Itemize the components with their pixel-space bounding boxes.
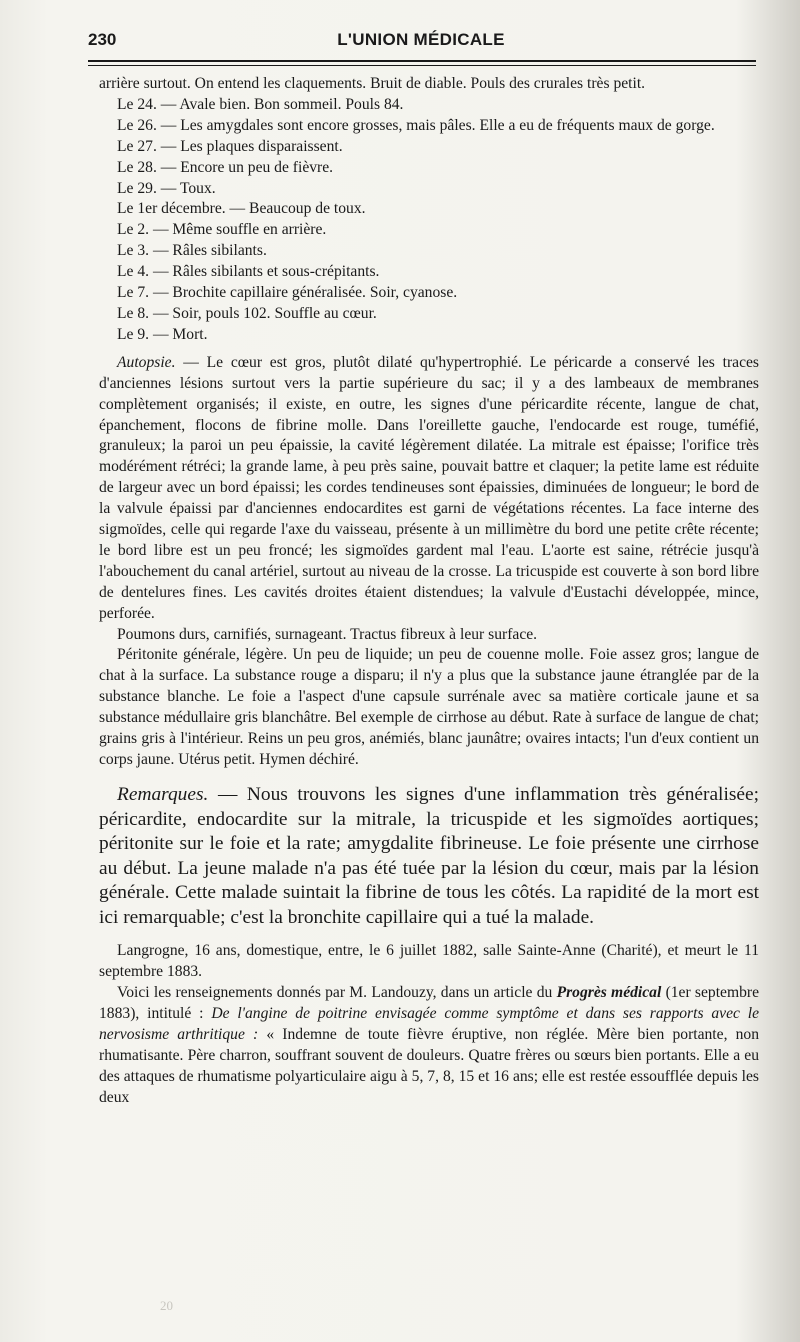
- case-day-dec-2: Le 2. — Même souffle en arrière.: [117, 221, 327, 239]
- case-day-27: Le 27. — Les plaques disparaissent.: [117, 137, 343, 155]
- case-day-dec-3: Le 3. — Râles sibilants.: [117, 242, 267, 260]
- lungs-paragraph: Poumons durs, carnifiés, surnageant. Tractus fibreux à leur surface.: [117, 625, 538, 643]
- case-log-intro: arrière surtout. On entend les claquements. Bruit de diable. Pouls des crurales très petit.: [99, 75, 646, 92]
- remarks-text: — Nous trouvons les signes d'une inflammation très généralisée; péricardite, endocardite sur la mitrale, la tricuspide et les sigmoïdes aortiques; péritonite sur le foie et la rate; amygdalite fibrineuse. Le foie présente une cirrhose au début. La jeune malade n'a pas été tuée par la lésion du cœur, mais par la lésion générale. Cette malade suintait la fibrine de tous les côtés. La rapidité de la mort est ici remarquable; c'est la bronchite capillaire qui a tué la malade.: [99, 783, 759, 928]
- history-date: (1er septembre 1883), intitulé :: [99, 984, 759, 1023]
- case-day-dec-7: Le 7. — Brochite capillaire généralisée. Soir, cyanose.: [117, 284, 458, 302]
- remarks-label: Remarques.: [117, 783, 209, 805]
- autopsy-paragraph: [99, 353, 759, 625]
- article-title: De l'angine de poitrine envisagée comme symptôme et dans ses rapports avec le nervosisme arthritique :: [99, 1005, 760, 1044]
- case-day-dec-9: Le 9. — Mort.: [117, 325, 208, 343]
- header-rule-thick: [88, 60, 756, 62]
- case-day-dec-8: Le 8. — Soir, pouls 102. Souffle au cœur.: [117, 304, 377, 322]
- page-header: [88, 28, 754, 54]
- next-case-history: [99, 983, 759, 1108]
- autopsy-label: Autopsie.: [117, 353, 176, 371]
- case-day-28: Le 28. — Encore un peu de fièvre.: [117, 158, 334, 176]
- journal-name-progres: Progrès médical: [556, 984, 662, 1002]
- header-rule-thin: [88, 65, 756, 66]
- case-day-dec-1: Le 1er décembre. — Beaucoup de toux.: [117, 200, 366, 218]
- history-lead: Voici les renseignements donnés par M. Landouzy, dans un article du: [117, 984, 553, 1002]
- case-day-dec-4: Le 4. — Râles sibilants et sous-crépitants.: [117, 263, 380, 281]
- case-day-29: Le 29. — Toux.: [117, 179, 216, 197]
- journal-title: L'UNION MÉDICALE: [337, 30, 505, 49]
- autopsy-text: — Le cœur est gros, plutôt dilaté qu'hypertrophié. Le péricarde a conservé les traces d'anciennes lésions surtout vers la partie supérieure du sac; il y a des lambeaux de membranes complètement organisés; il existe, en outre, les signes d'une péricardite récente, langue de chat, épanchement, flocons de fibrine molle. Dans l'oreillette gauche, l'endocarde est rouge, tuméfié, granuleux; la paroi un peu épaissie, la cavité légèrement dilatée. La mitrale est épaisse; l'orifice très modérément rétréci; la grande lame, à peu près saine, pouvait battre et claquer; la petite lame est réduite de largeur avec un bord épaissi; les cordes tendineuses sont épaissies, diminuées de longueur; le bord de la valvule épaissi par d'anciennes endocardites est garni de végétations récentes. La face interne des sigmoïdes, celle qui regarde l'axe du vaisseau, présente à un millimètre du bord une petite crête récente; le bord libre est un peu froncé; les sigmoïdes gardent mal l'eau. L'aorte est saine, rétrécie jusqu'à l'abouchement du canal artériel, surtout au niveau de la crosse. La tricuspide est couverte à son bord libre de dentelures fines. Les cavités droites étaient distendues; la valvule d'Eustachi développée, mince, perforée.: [99, 353, 759, 622]
- peritonitis-paragraph: Péritonite générale, légère. Un peu de liquide; un peu de couenne molle. Foie assez gros; langue de chat à la surface. La substance rouge a disparu; il n'y a plus que la substance jaune étranglée par de la substance blanche. Le foie a l'aspect d'une capsule surrénale avec sa matière corticale jaune et sa substance médullaire gris blanchâtre. Bel exemple de cirrhose au début. Rate à surface de langue de chat; grains gris à l'intérieur. Reins un peu gros, anémiés, blanc jaunâtre; ovaires intacts; l'un d'eux contient un corps jaune. Utérus petit. Hymen déchiré.: [99, 646, 759, 768]
- footer-mark: 20: [160, 1298, 173, 1313]
- article-body: [99, 74, 759, 1109]
- remarks-paragraph: [99, 783, 759, 931]
- case-day-24: Le 24. — Avale bien. Bon sommeil. Pouls 84.: [117, 95, 404, 113]
- history-quote: « Indemne de toute fièvre éruptive, non réglée. Mère bien portante, non rhumatisante. Père charron, souffrant souvent de douleurs. Quatre frères ou sœurs bien portants. Elle a eu des attaques de rhumatisme polyarticulaire aigu à 5, 7, 8, 15 et 16 ans; elle est restée essoufflée depuis les deux: [99, 1026, 759, 1106]
- next-case-intro: Langrogne, 16 ans, domestique, entre, le 6 juillet 1882, salle Sainte-Anne (Charité), et meurt le 11 septembre 1883.: [99, 942, 759, 981]
- page-number: 230: [88, 30, 117, 49]
- case-day-26: Le 26. — Les amygdales sont encore grosses, mais pâles. Elle a eu de fréquents maux de gorge.: [117, 116, 715, 134]
